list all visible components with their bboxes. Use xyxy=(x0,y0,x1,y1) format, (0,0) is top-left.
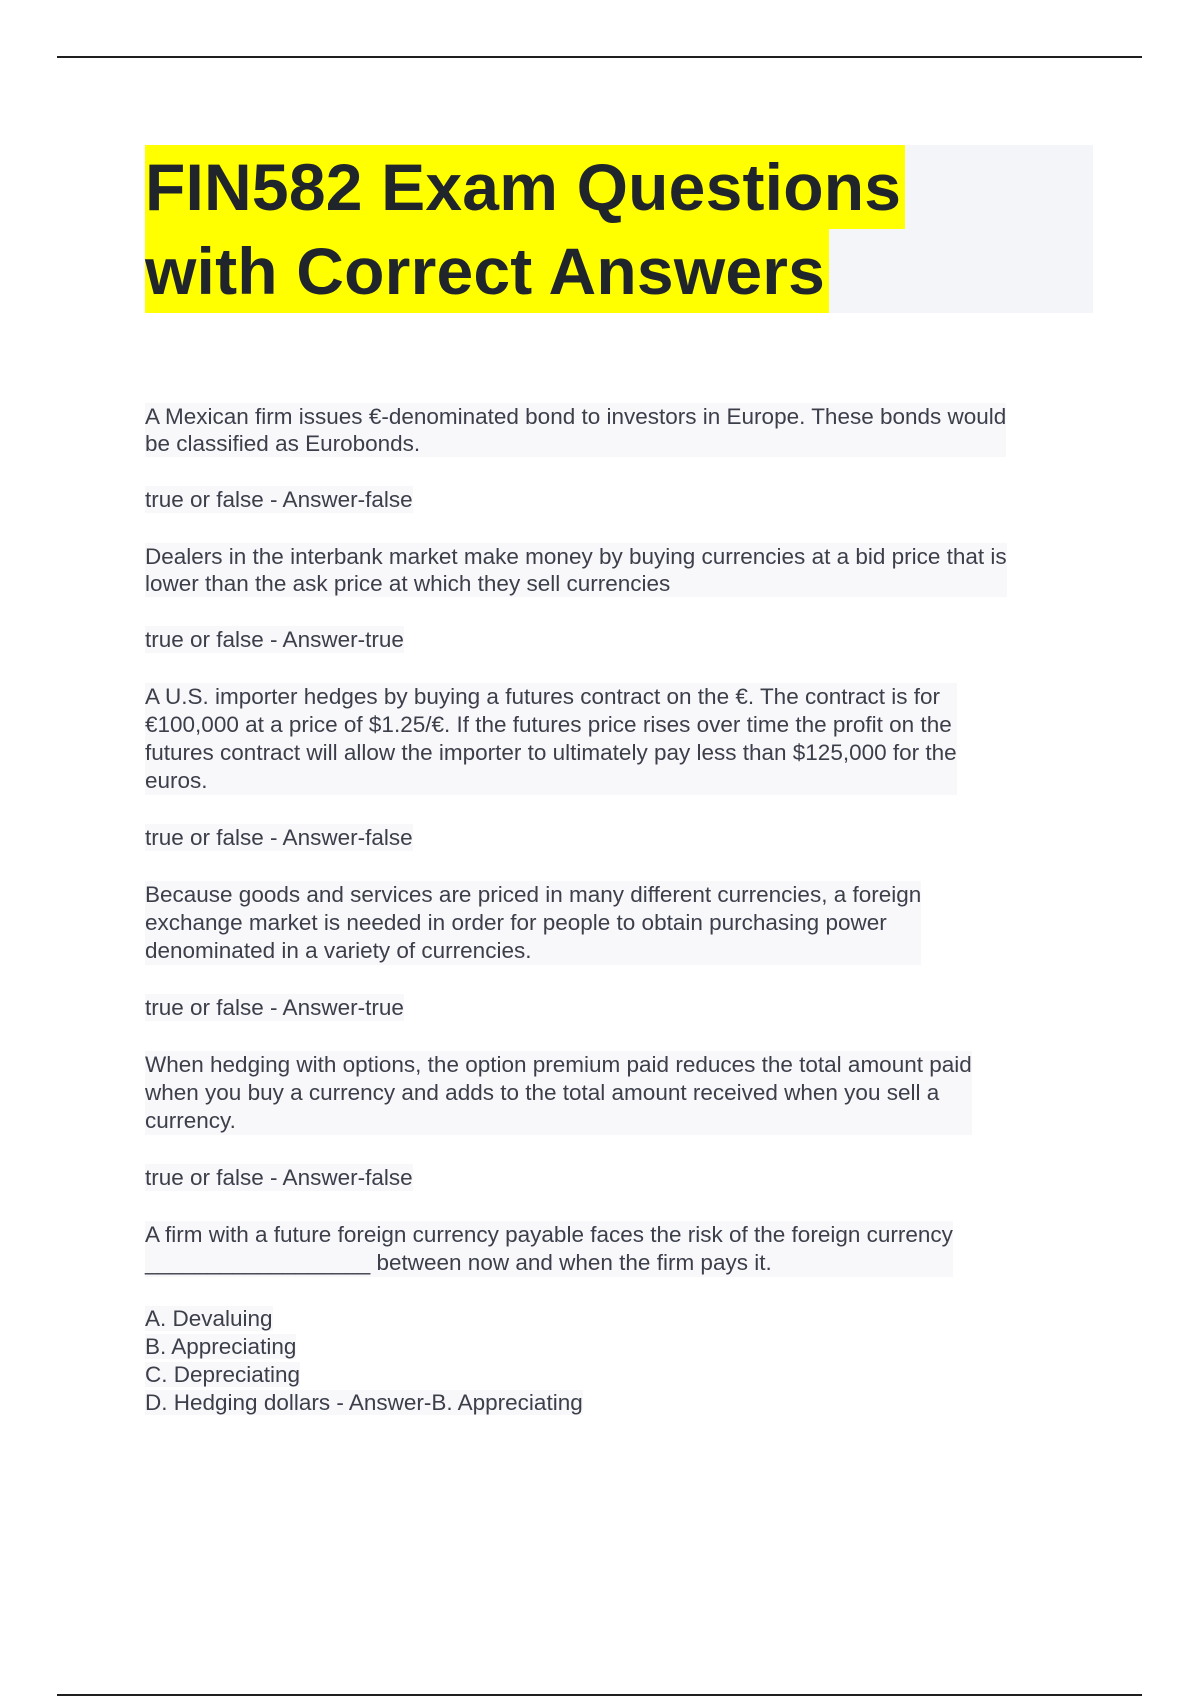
answer-text: true or false - Answer-false xyxy=(145,825,413,850)
question-text: A firm with a future foreign currency payable faces the risk of the foreign currency __________________ between now and when the firm pays it. xyxy=(145,1222,953,1275)
question-text: Dealers in the interbank market make money by buying currencies at a bid price that is lower than the ask price at which they sell currencies xyxy=(145,544,1007,596)
answer-text: true or false - Answer-false xyxy=(145,487,413,512)
option-b: B. Appreciating xyxy=(145,1334,297,1359)
qa-item-4 xyxy=(145,881,1105,1021)
answer-text: true or false - Answer-true xyxy=(145,627,404,652)
qa-item-5 xyxy=(145,1051,1105,1191)
top-rule xyxy=(57,56,1142,58)
question-text: A Mexican firm issues €-denominated bond to investors in Europe. These bonds would be classified as Eurobonds. xyxy=(145,404,1007,456)
question-text: Because goods and services are priced in many different currencies, a foreign exchange market is needed in order for people to obtain purchasing power denominated in a variety of currencies. xyxy=(145,882,922,963)
question-text: When hedging with options, the option premium paid reduces the total amount paid when you buy a currency and adds to the total amount received when you sell a currency. xyxy=(145,1052,972,1133)
qa-item-1 xyxy=(145,403,1105,513)
answer-text: true or false - Answer-true xyxy=(145,995,404,1020)
bottom-rule xyxy=(57,1694,1142,1696)
page-title-line-2: with Correct Answers xyxy=(145,229,829,313)
option-a: A. Devaluing xyxy=(145,1306,273,1331)
qa-item-6 xyxy=(145,1221,1105,1417)
qa-item-3 xyxy=(145,683,1105,851)
option-c: C. Depreciating xyxy=(145,1362,301,1387)
page-title-line-1: FIN582 Exam Questions xyxy=(145,145,905,229)
title-block xyxy=(145,145,1093,313)
option-d: D. Hedging dollars - Answer-B. Appreciating xyxy=(145,1390,583,1415)
answer-text: true or false - Answer-false xyxy=(145,1165,413,1190)
question-text: A U.S. importer hedges by buying a futures contract on the €. The contract is for €100,000 at a price of $1.25/€. If the futures price rises over time the profit on the futures contract will allow the importer to ultimately pay less than $125,000 for the euros. xyxy=(145,684,957,793)
answer-options xyxy=(145,1305,1105,1417)
qa-item-2 xyxy=(145,543,1105,653)
document-body xyxy=(145,403,1105,1417)
